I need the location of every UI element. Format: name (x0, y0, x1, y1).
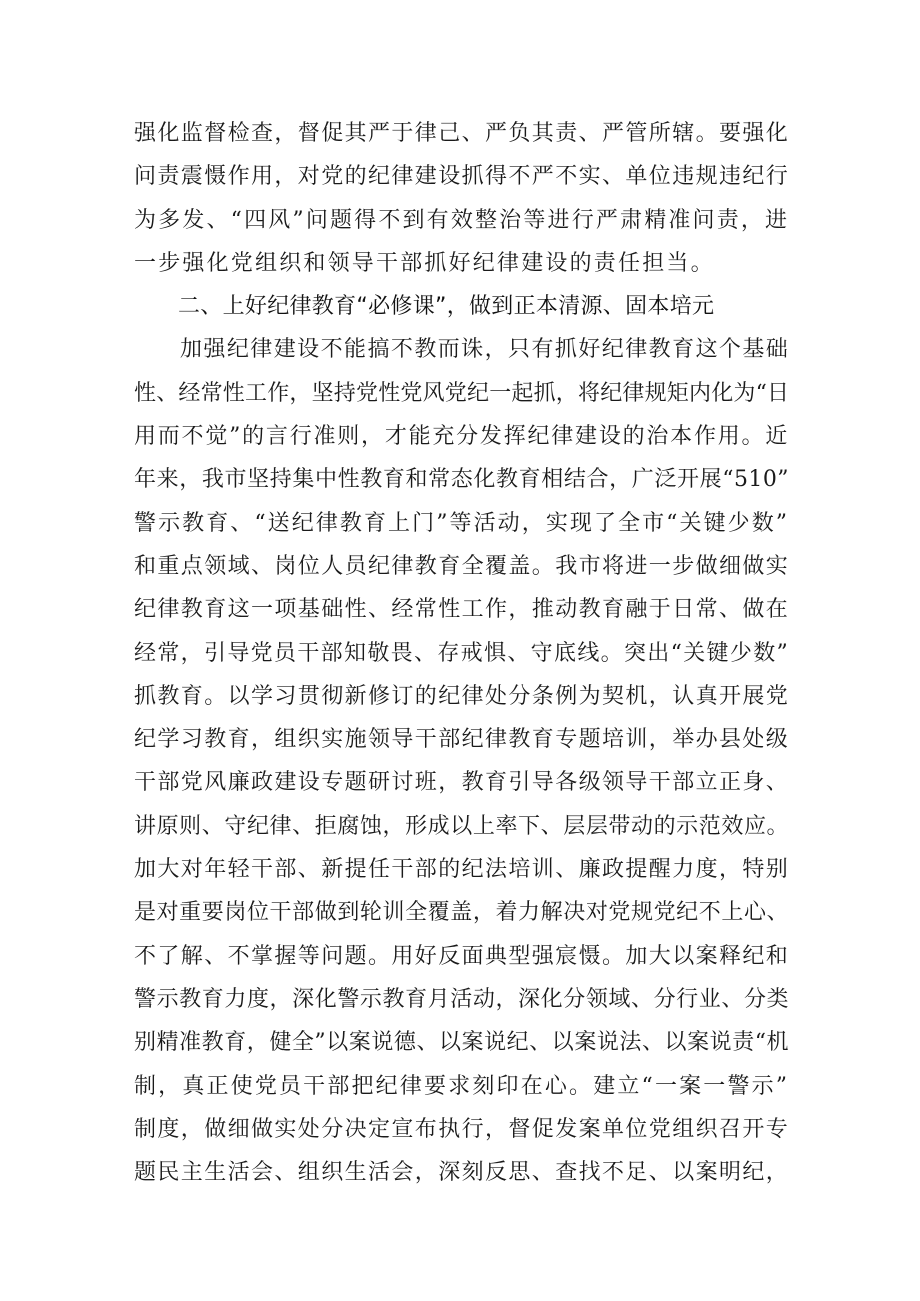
body-line-3: 用而不觉”的言行准则，才能充分发挥纪律建设的治本作用。近 (134, 424, 789, 450)
document-body (134, 112, 789, 1194)
body-line-8: 经常，引导党员干部知敬畏、存戒惧、守底线。突出“关键少数” (134, 640, 789, 666)
intro-line-3: 为多发、“四风”问题得不到有效整治等进行严肃精准问责，进 (134, 207, 789, 233)
body-line-16: 警示教育力度，深化警示教育月活动，深化分领域、分行业、分类 (134, 986, 789, 1012)
intro-line-1: 强化监督检查，督促其严于律己、严负其责、严管所辖。要强化 (134, 121, 789, 146)
body-line-9: 抓教育。以学习贯彻新修订的纪律处分条例为契机，认真开展党 (134, 683, 789, 709)
section-heading: 二、上好纪律教育“必修课”，做到正本清源、固本培元 (178, 294, 715, 320)
body-line-2: 性、经常性工作，坚持党性党风党纪一起抓，将纪律规矩内化为“日 (134, 380, 790, 406)
body-line-18: 制，真正使党员干部把纪律要求刻印在心。建立“一案一警示” (134, 1073, 789, 1099)
body-line-12: 讲原则、守纪律、拒腐蚀，形成以上率下、层层带动的示范效应。 (134, 813, 789, 839)
body-line-19: 制度，做细做实处分决定宣布执行，督促发案单位党组织召开专 (134, 1116, 789, 1142)
body-line-20: 题民主生活会、组织生活会，深刻反思、查找不足、以案明纪， (134, 1160, 789, 1186)
body-line-14: 是对重要岗位干部做到轮训全覆盖，着力解决对党规党纪不上心、 (134, 900, 789, 926)
intro-line-4: 一步强化党组织和领导干部抓好纪律建设的责任担当。 (134, 250, 715, 276)
body-line-6: 和重点领域、岗位人员纪律教育全覆盖。我市将进一步做细做实 (134, 553, 789, 579)
body-line-1: 加强纪律建设不能搞不教而诛，只有抓好纪律教育这个基础 (180, 337, 789, 363)
body-line-5: 警示教育、“送纪律教育上门”等活动，实现了全市“关键少数” (134, 510, 789, 536)
body-line-15: 不了解、不掌握等问题。用好反面典型强宸慑。加大以案释纪和 (134, 943, 789, 969)
body-line-4: 年来，我市坚持集中性教育和常态化教育相结合，广泛开展“510” (134, 467, 789, 493)
body-line-17: 别精准教育，健全”以案说德、以案说纪、以案说法、以案说责“机 (134, 1030, 789, 1056)
intro-line-2: 问责震慑作用，对党的纪律建设抓得不严不实、单位违规违纪行 (134, 164, 789, 190)
body-line-13: 加大对年轻干部、新提任干部的纪法培训、廉政提醒力度，特别 (134, 857, 789, 883)
body-line-11: 干部党风廉政建设专题研讨班，教育引导各级领导干部立正身、 (134, 770, 789, 796)
body-line-7: 纪律教育这一项基础性、经常性工作，推动教育融于日常、做在 (134, 597, 789, 623)
body-line-10: 纪学习教育，组织实施领导干部纪律教育专题培训，举办县处级 (134, 727, 789, 753)
